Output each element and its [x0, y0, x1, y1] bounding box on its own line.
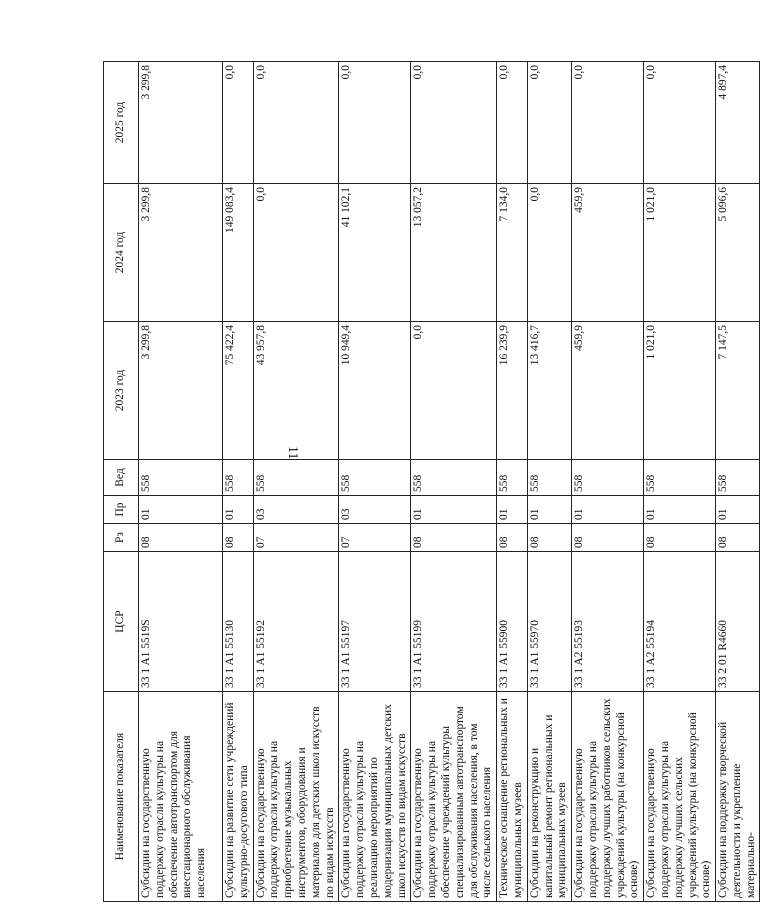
row-rz: 08	[716, 524, 760, 552]
row-rz: 08	[411, 524, 497, 552]
row-csr: 33 1 A1 55192	[253, 552, 339, 692]
row-name: Субсидии на государственную поддержку отрасли культуры на обеспечение автотранспортом для внестационарного обслуживания населения	[139, 692, 223, 902]
row-csr: 33 2 01 R4660	[716, 552, 760, 692]
row-2024: 149 083,4	[223, 184, 254, 322]
row-2023: 10 949,4	[339, 322, 411, 460]
row-rz: 08	[644, 524, 716, 552]
row-name: Техническое оснащение региональных и муниципальных музеев	[497, 692, 528, 902]
table-row	[411, 62, 497, 902]
row-2025: 4 897,4	[716, 62, 760, 184]
row-rz: 08	[223, 524, 254, 552]
row-2024: 3 299,8	[139, 184, 223, 322]
row-ved: 558	[223, 460, 254, 496]
header-2024: 2024 год	[104, 184, 139, 322]
row-rz: 08	[572, 524, 644, 552]
row-2024: 13 057,2	[411, 184, 497, 322]
row-2023: 75 422,4	[223, 322, 254, 460]
row-pr: 03	[339, 496, 411, 524]
row-2024: 7 134,0	[497, 184, 528, 322]
row-rz: 07	[253, 524, 339, 552]
row-2023: 1 021,0	[644, 322, 716, 460]
row-name: Субсидии на реконструкцию и капитальный ремонт региональных и муниципальных музеев	[527, 692, 571, 902]
row-2023: 7 147,5	[716, 322, 760, 460]
row-rz: 07	[339, 524, 411, 552]
table-row	[497, 62, 528, 902]
row-csr: 33 1 A2 55193	[572, 552, 644, 692]
table-row	[572, 62, 644, 902]
row-ved: 558	[139, 460, 223, 496]
row-pr: 01	[644, 496, 716, 524]
header-csr: ЦСР	[104, 552, 139, 692]
row-name: Субсидии на государственную поддержку отрасли культуры на приобретение музыкальных инструментов, оборудования и материалов для детских школ искусств по видам искусств	[253, 692, 339, 902]
row-ved: 558	[572, 460, 644, 496]
row-csr: 33 1 A1 55130	[223, 552, 254, 692]
row-pr: 01	[572, 496, 644, 524]
row-2025: 0,0	[644, 62, 716, 184]
row-ved: 558	[339, 460, 411, 496]
row-2024: 0,0	[527, 184, 571, 322]
row-rz: 08	[497, 524, 528, 552]
row-pr: 01	[716, 496, 760, 524]
header-pr: Пр	[104, 496, 139, 524]
row-2025: 0,0	[339, 62, 411, 184]
row-name: Субсидии на государственную поддержку отрасли культуры на обеспечение учреждений культуры специализированным автотранспортом для обслуживания населения, в том числе сельского населения	[411, 692, 497, 902]
row-csr: 33 1 A1 55970	[527, 552, 571, 692]
row-2024: 41 102,1	[339, 184, 411, 322]
table-row	[716, 62, 760, 902]
table-row	[253, 62, 339, 902]
row-rz: 08	[527, 524, 571, 552]
table-row	[223, 62, 254, 902]
row-pr: 01	[411, 496, 497, 524]
row-name: Субсидии на развитие сети учреждений культурно-досугового типа	[223, 692, 254, 902]
row-ved: 558	[411, 460, 497, 496]
row-name: Субсидии на государственную поддержку отрасли культуры на поддержку лучших работников сельских учреждений культуры (на конкурсной основе)	[572, 692, 644, 902]
row-2023: 459,9	[572, 322, 644, 460]
page-number: 11	[285, 446, 300, 460]
row-2024: 1 021,0	[644, 184, 716, 322]
row-csr: 33 1 A2 55194	[644, 552, 716, 692]
header-name: Наименование показателя	[104, 692, 139, 902]
row-2025: 0,0	[223, 62, 254, 184]
table-row	[527, 62, 571, 902]
row-name: Субсидии на государственную поддержку отрасли культуры на реализацию мероприятий по модернизации муниципальных детских школ искусств по видам искусств	[339, 692, 411, 902]
row-2025: 3 299,8	[139, 62, 223, 184]
row-ved: 558	[253, 460, 339, 496]
row-ved: 558	[644, 460, 716, 496]
row-csr: 33 1 A1 55199	[411, 552, 497, 692]
row-ved: 558	[527, 460, 571, 496]
row-2025: 0,0	[527, 62, 571, 184]
row-2025: 0,0	[497, 62, 528, 184]
row-name: Субсидии на государственную поддержку отрасли культуры на поддержку лучших сельских учреждений культуры (на конкурсной основе)	[644, 692, 716, 902]
row-2023: 13 416,7	[527, 322, 571, 460]
row-2025: 0,0	[411, 62, 497, 184]
budget-table	[103, 61, 760, 902]
table-row	[139, 62, 223, 902]
row-2023: 3 299,8	[139, 322, 223, 460]
row-pr: 03	[253, 496, 339, 524]
header-rz: Рз	[104, 524, 139, 552]
row-2025: 0,0	[253, 62, 339, 184]
row-2024: 5 096,6	[716, 184, 760, 322]
row-pr: 01	[223, 496, 254, 524]
row-ved: 558	[497, 460, 528, 496]
row-pr: 01	[139, 496, 223, 524]
row-csr: 33 1 A1 55900	[497, 552, 528, 692]
row-name: Субсидии на поддержку творческой деятельности и укрепление материально-	[716, 692, 760, 902]
row-2024: 459,9	[572, 184, 644, 322]
row-csr: 33 1 A1 55197	[339, 552, 411, 692]
row-pr: 01	[527, 496, 571, 524]
header-ved: Вед	[104, 460, 139, 496]
row-2023: 43 957,8	[253, 322, 339, 460]
row-2024: 0,0	[253, 184, 339, 322]
row-pr: 01	[497, 496, 528, 524]
table-header-row	[104, 62, 139, 902]
row-2025: 0,0	[572, 62, 644, 184]
table-row	[339, 62, 411, 902]
row-ved: 558	[716, 460, 760, 496]
header-2023: 2023 год	[104, 322, 139, 460]
rotated-page-content	[103, 62, 757, 902]
table-row	[644, 62, 716, 902]
row-rz: 08	[139, 524, 223, 552]
row-csr: 33 1 A1 5519S	[139, 552, 223, 692]
row-2023: 0,0	[411, 322, 497, 460]
row-2023: 16 239,9	[497, 322, 528, 460]
header-2025: 2025 год	[104, 62, 139, 184]
